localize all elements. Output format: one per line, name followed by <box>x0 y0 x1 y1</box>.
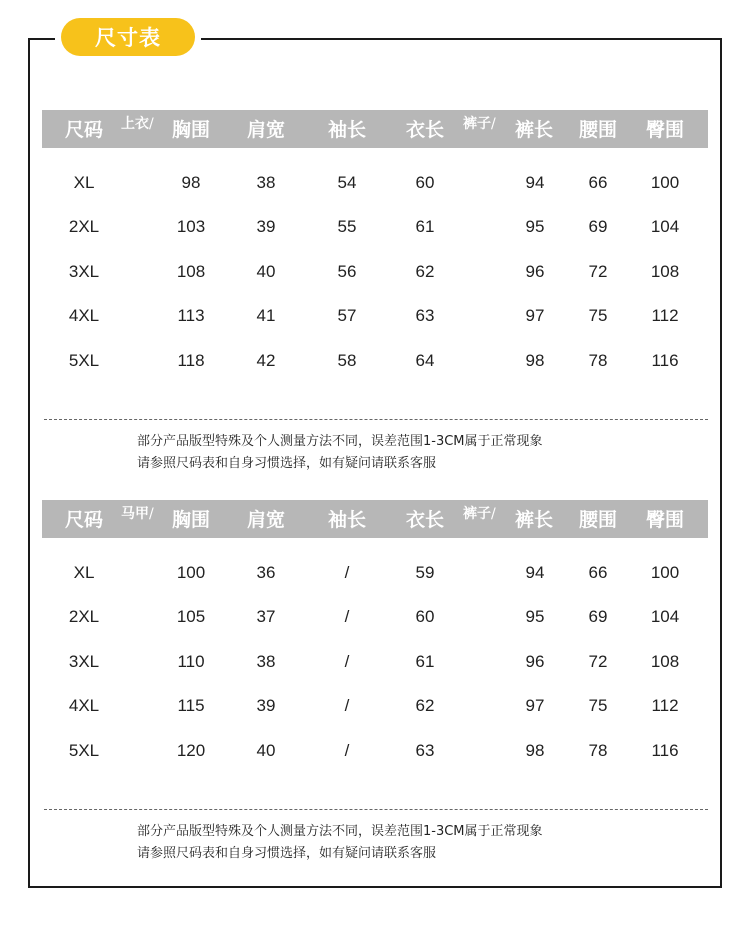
table-cell: 3XL <box>68 262 100 281</box>
table-cell: 104 <box>650 217 680 236</box>
table-cell: 104 <box>650 607 680 626</box>
table-2-header <box>42 500 708 538</box>
table-cell: 72 <box>588 262 608 281</box>
header-chest: 胸围 <box>171 119 211 141</box>
table-cell: 100 <box>650 173 680 192</box>
note-line-1: 部分产品版型特殊及个人测量方法不同，误差范围1-3CM属于正常现象 <box>137 434 543 449</box>
table-row <box>0 691 750 721</box>
page-title: 尺寸表 <box>95 26 161 50</box>
table-cell: 55 <box>337 217 357 236</box>
table-cell: 94 <box>525 173 545 192</box>
table-cell: XL <box>73 563 95 582</box>
table-cell: 3XL <box>68 652 100 671</box>
table-cell: 64 <box>415 351 435 370</box>
table-cell: 75 <box>588 696 608 715</box>
table-row <box>0 212 750 242</box>
table-cell: / <box>344 741 350 760</box>
table-cell: 100 <box>176 563 206 582</box>
table-cell: 95 <box>525 217 545 236</box>
table-cell: 96 <box>525 652 545 671</box>
note-line-1: 部分产品版型特殊及个人测量方法不同，误差范围1-3CM属于正常现象 <box>137 824 543 839</box>
table-cell: 63 <box>415 741 435 760</box>
header-hip: 臀围 <box>645 509 685 531</box>
table-row <box>0 602 750 632</box>
table-cell: 38 <box>256 652 276 671</box>
table-cell: 112 <box>651 306 679 325</box>
table-cell: 40 <box>256 262 276 281</box>
table-cell: 60 <box>415 607 435 626</box>
table-cell: 59 <box>415 563 435 582</box>
title-badge <box>61 18 195 56</box>
header-shoulder: 肩宽 <box>246 119 286 141</box>
table-cell: 103 <box>176 217 206 236</box>
table-cell: 2XL <box>68 607 100 626</box>
header-group-pants: 裤子/ <box>463 116 496 132</box>
table-cell: 98 <box>181 173 201 192</box>
table-cell: 5XL <box>68 351 100 370</box>
table-cell: 2XL <box>68 217 100 236</box>
table-cell: 69 <box>588 217 608 236</box>
table-cell: 108 <box>650 652 680 671</box>
table-cell: / <box>344 652 350 671</box>
header-chest: 胸围 <box>171 509 211 531</box>
header-group-top: 马甲/ <box>121 506 154 522</box>
table-cell: 38 <box>256 173 276 192</box>
table-cell: 41 <box>256 306 276 325</box>
table-cell: 61 <box>415 217 435 236</box>
table-cell: 108 <box>176 262 206 281</box>
table-cell: 39 <box>256 217 276 236</box>
table-cell: 115 <box>177 696 205 715</box>
table-cell: 100 <box>650 563 680 582</box>
table-cell: 98 <box>525 741 545 760</box>
table-cell: 116 <box>651 351 679 370</box>
table-cell: 72 <box>588 652 608 671</box>
header-sleeve: 袖长 <box>327 119 367 141</box>
header-pants-length: 裤长 <box>514 509 554 531</box>
table-cell: 96 <box>525 262 545 281</box>
table-cell: 95 <box>525 607 545 626</box>
note-line-2: 请参照尺码表和自身习惯选择，如有疑问请联系客服 <box>137 456 437 471</box>
table-row <box>0 346 750 376</box>
table-cell: 78 <box>588 741 608 760</box>
table-row <box>0 558 750 588</box>
table-cell: 66 <box>588 563 608 582</box>
table-row <box>0 257 750 287</box>
table-cell: 4XL <box>68 696 100 715</box>
header-length: 衣长 <box>405 509 445 531</box>
table-cell: 116 <box>651 741 679 760</box>
note-line-2: 请参照尺码表和自身习惯选择，如有疑问请联系客服 <box>137 846 437 861</box>
table-cell: / <box>344 607 350 626</box>
header-waist: 腰围 <box>578 509 618 531</box>
table-cell: 62 <box>415 262 435 281</box>
table-cell: 118 <box>177 351 205 370</box>
header-group-top: 上衣/ <box>121 116 154 132</box>
header-sleeve: 袖长 <box>327 509 367 531</box>
header-pants-length: 裤长 <box>514 119 554 141</box>
table-cell: 108 <box>650 262 680 281</box>
table-cell: 56 <box>337 262 357 281</box>
table-cell: 78 <box>588 351 608 370</box>
table-cell: XL <box>73 173 95 192</box>
table-cell: 98 <box>525 351 545 370</box>
table-cell: 39 <box>256 696 276 715</box>
table-cell: 69 <box>588 607 608 626</box>
table-cell: 40 <box>256 741 276 760</box>
table-row <box>0 736 750 766</box>
header-size: 尺码 <box>64 119 104 141</box>
table-cell: 36 <box>256 563 276 582</box>
table-cell: 60 <box>415 173 435 192</box>
table-cell: 66 <box>588 173 608 192</box>
table-cell: 63 <box>415 306 435 325</box>
table-cell: 94 <box>525 563 545 582</box>
table-cell: 61 <box>415 652 435 671</box>
header-hip: 臀围 <box>645 119 685 141</box>
table-cell: 75 <box>588 306 608 325</box>
dashed-divider <box>44 419 708 420</box>
table-row <box>0 301 750 331</box>
table-cell: / <box>344 563 350 582</box>
table-cell: 113 <box>177 306 205 325</box>
table-cell: 62 <box>415 696 435 715</box>
table-cell: 105 <box>176 607 206 626</box>
table-1-header <box>42 110 708 148</box>
table-cell: 37 <box>256 607 276 626</box>
table-cell: 112 <box>651 696 679 715</box>
table-cell: 57 <box>337 306 357 325</box>
table-cell: 5XL <box>68 741 100 760</box>
table-cell: 110 <box>177 652 205 671</box>
table-cell: 120 <box>176 741 206 760</box>
table-cell: 97 <box>525 696 545 715</box>
table-cell: / <box>344 696 350 715</box>
header-waist: 腰围 <box>578 119 618 141</box>
table-cell: 58 <box>337 351 357 370</box>
header-group-pants: 裤子/ <box>463 506 496 522</box>
table-cell: 42 <box>256 351 276 370</box>
table-row <box>0 647 750 677</box>
table-cell: 4XL <box>68 306 100 325</box>
table-cell: 97 <box>525 306 545 325</box>
header-shoulder: 肩宽 <box>246 509 286 531</box>
header-size: 尺码 <box>64 509 104 531</box>
table-cell: 54 <box>337 173 357 192</box>
header-length: 衣长 <box>405 119 445 141</box>
dashed-divider <box>44 809 708 810</box>
table-row <box>0 168 750 198</box>
